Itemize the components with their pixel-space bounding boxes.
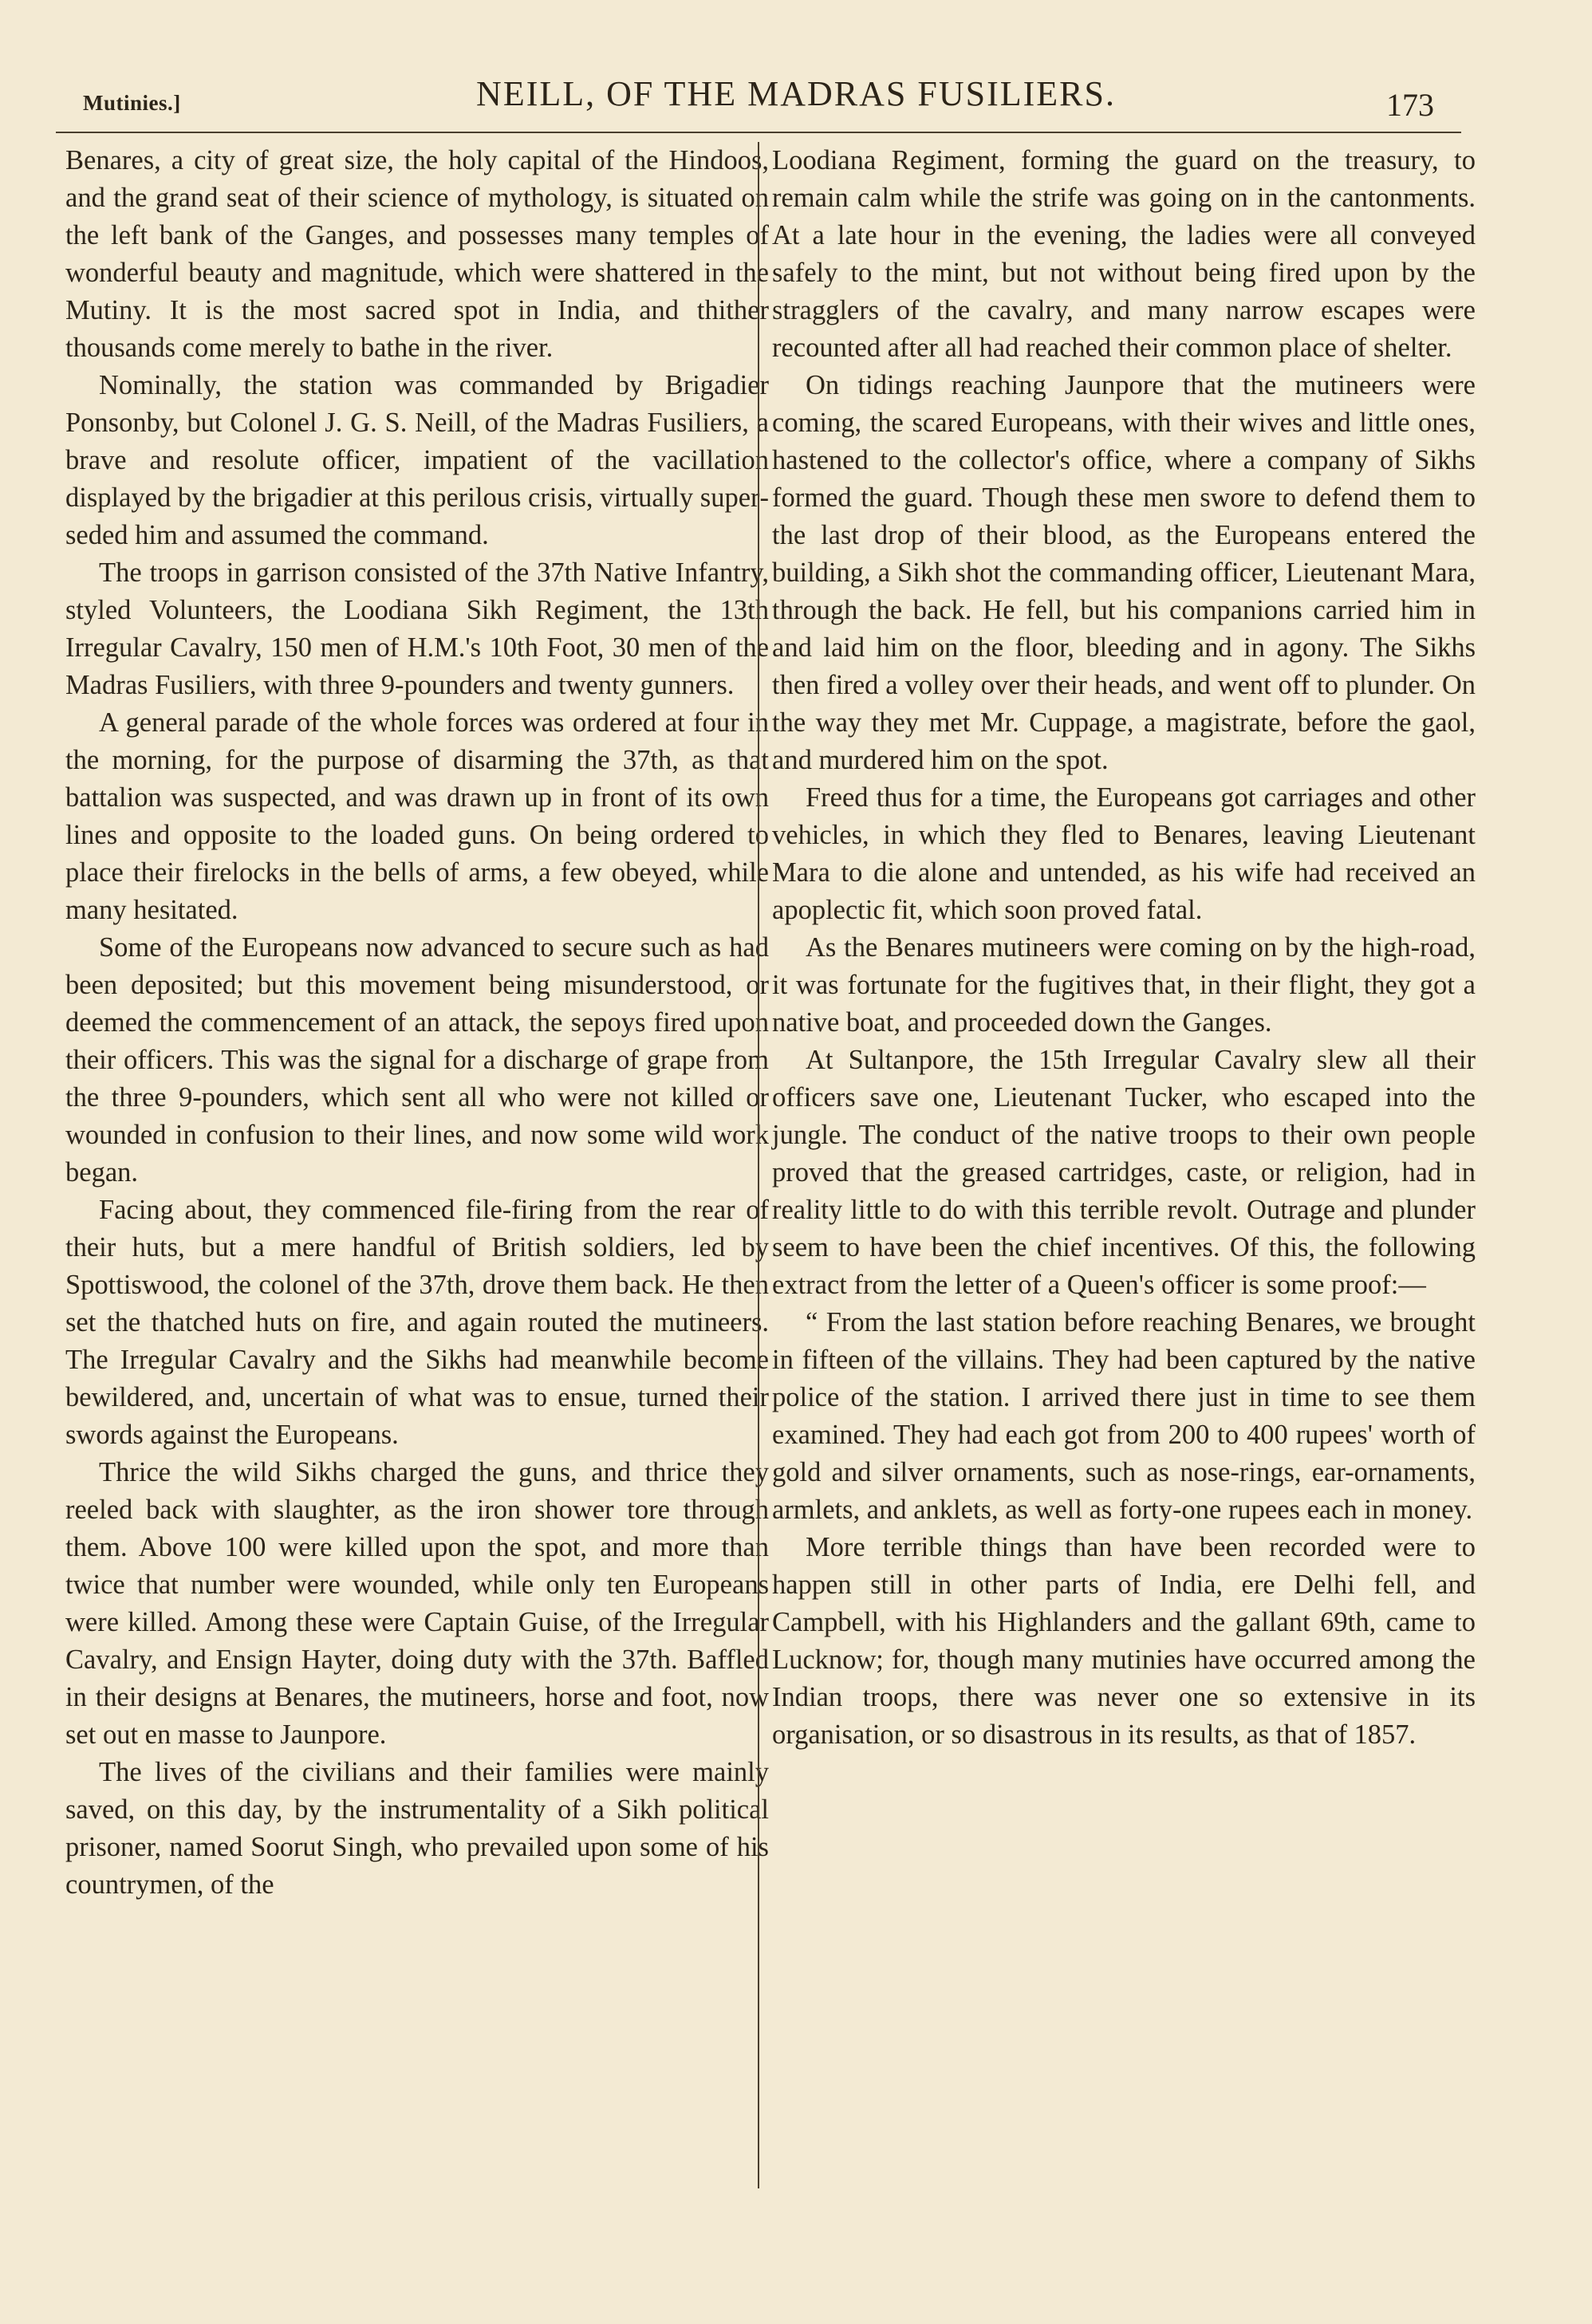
paragraph: Freed thus for a time, the Europeans got carriages and other vehicles, in which they fled to Benares, leaving Lieutenant Mara to die alone and untended, as his wife had received an apoplectic fit, which soon proved fatal. — [772, 782, 1476, 925]
paragraph: More terrible things than have been recorded were to happen still in other parts of India, ere Delhi fell, and Campbell, with his Highlanders and the gallant 69th, came to Lucknow; for, though many mutinies have occurred among the Indian troops, there was never one so extensive in its organisation, or so disastrous in its results, as that of 1857. — [772, 1532, 1476, 1750]
paragraph: The lives of the civilians and their families were mainly saved, on this day, by the instrumentality of a Sikh political prisoner, named Soorut Singh, who prevailed upon some of his countrymen, of the — [65, 1757, 769, 1900]
page-number: 173 — [1386, 87, 1434, 123]
quotation: “ From the last station before reaching Benares, we brought in fifteen of the villains. They had been captured by the native police of the station. I arrived there just in time to see them examined. They had each got from 200 to 400 rupees' worth of gold and silver ornaments, such as nose-rings, ear-ornaments, armlets, and anklets, as well as forty-one rupees each in money. — [772, 1307, 1476, 1525]
header-rule — [56, 132, 1461, 133]
paragraph: Facing about, they commenced file-firing from the rear of their huts, but a mere handful of British soldiers, led by Spottiswood, the colonel of the 37th, drove them back. He then set the thatched huts on fire, and again routed the mutineers. The Irregular Cavalry and the Sikhs had meanwhile become bewildered, and, uncertain of what was to ensue, turned their swords against the Europeans. — [65, 1195, 769, 1450]
column-divider — [758, 142, 759, 2188]
running-head — [0, 73, 1592, 121]
paragraph: Thrice the wild Sikhs charged the guns, and thrice they reeled back with slaughter, as the iron shower tore through them. Above 100 were killed upon the spot, and more than twice that number were wounded, while only ten Europeans were killed. Among these were Captain Guise, of the Irregular Cavalry, and Ensign Hayter, doing duty with the 37th. Baffled in their designs at Benares, the mutineers, horse and foot, now set out en masse to Jaunpore. — [65, 1457, 769, 1750]
paragraph: A general parade of the whole forces was ordered at four in the morning, for the purpose of disarming the 37th, as that battalion was suspected, and was drawn up in front of its own lines and opposite to the loaded guns. On being ordered to place their firelocks in the bells of arms, a few obeyed, while many hesitated. — [65, 707, 769, 925]
page-title: NEILL, OF THE MADRAS FUSILIERS. — [476, 74, 1116, 113]
paragraph: As the Benares mutineers were coming on by the high-road, it was fortunate for the fugitives that, in their flight, they got a native boat, and proceeded down the Ganges. — [772, 932, 1476, 1038]
paragraph: Loodiana Regiment, forming the guard on the treasury, to remain calm while the strife was going on in the cantonments. At a late hour in the evening, the ladies were all conveyed safely to the mint, but not without being fired upon by the stragglers of the cavalry, and many narrow escapes were recounted after all had reached their common place of shelter. — [772, 145, 1476, 363]
paragraph: Benares, a city of great size, the holy capital of the Hindoos, and the grand seat of their science of mythology, is situated on the left bank of the Ganges, and possesses many temples of wonderful beauty and magnitude, which were shattered in the Mutiny. It is the most sacred spot in India, and thither thousands come merely to bathe in the river. — [65, 145, 769, 363]
section-label: Mutinies.] — [83, 91, 181, 115]
right-column — [772, 142, 1476, 1754]
paragraph: Nominally, the station was commanded by Brigadier Ponsonby, but Colonel J. G. S. Neill, of the Madras Fusiliers, a brave and resolute officer, impatient of the vacillation displayed by the brigadier at this perilous crisis, virtually superseded him and assumed the command. — [65, 370, 769, 550]
paragraph: The troops in garrison consisted of the 37th Native Infantry, styled Volunteers, the Loodiana Sikh Regiment, the 13th Irregular Cavalry, 150 men of H.M.'s 10th Foot, 30 men of the Madras Fusiliers, with three 9-pounders and twenty gunners. — [65, 557, 769, 700]
left-column — [65, 142, 769, 1904]
paragraph: At Sultanpore, the 15th Irregular Cavalry slew all their officers save one, Lieutenant Tucker, who escaped into the jungle. The conduct of the native troops to their own people proved that the greased cartridges, caste, or religion, had in reality little to do with this terrible revolt. Outrage and plunder seem to have been the chief incentives. Of this, the following extract from the letter of a Queen's officer is some proof:— — [772, 1045, 1476, 1300]
paragraph: On tidings reaching Jaunpore that the mutineers were coming, the scared Europeans, with their wives and little ones, hastened to the collector's office, where a company of Sikhs formed the guard. Though these men swore to defend them to the last drop of their blood, as the Europeans entered the building, a Sikh shot the commanding officer, Lieutenant Mara, through the back. He fell, but his companions carried him in and laid him on the floor, bleeding and in agony. The Sikhs then fired a volley over their heads, and went off to plunder. On the way they met Mr. Cuppage, a magistrate, before the gaol, and murdered him on the spot. — [772, 370, 1476, 775]
paragraph: Some of the Europeans now advanced to secure such as had been deposited; but this movement being misunderstood, or deemed the commencement of an attack, the sepoys fired upon their officers. This was the signal for a discharge of grape from the three 9-pounders, which sent all who were not killed or wounded in confusion to their lines, and now some wild work began. — [65, 932, 769, 1188]
